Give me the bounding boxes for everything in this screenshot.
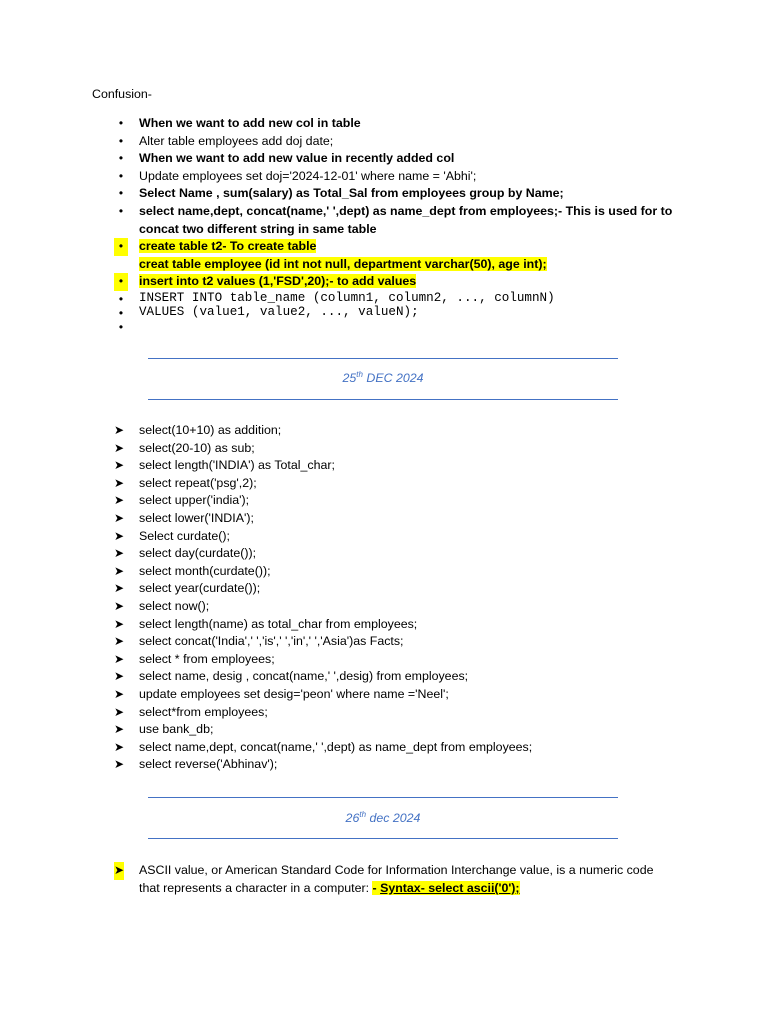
confusion-item: When we want to add new value in recently added col [139,151,455,166]
arrow-bullet-icon: ➤ [114,862,124,880]
confusion-item [139,273,416,291]
sql-item: update employees set desig='peon' where name ='Neel'; [139,687,449,701]
date-day: 26 [345,811,360,826]
bullet-icon: • [118,116,124,130]
arrow-bullet-icon: ➤ [114,757,125,772]
sql-item: Select curdate(); [139,528,230,543]
arrow-bullet-icon: ➤ [114,563,125,578]
bullet-icon: • [118,292,124,306]
sql-item: select(20-10) as sub; [139,440,255,455]
bullet-icon: • [118,168,124,183]
arrow-bullet-icon: ➤ [114,493,125,508]
confusion-item: Update employees set doj='2024-12-01' where name = 'Abhi'; [139,168,477,183]
sql-item: select month(curdate()); [139,563,271,578]
bullet-icon: • [118,151,124,166]
confusion-item: When we want to add new col in table [139,116,361,130]
arrow-bullet-icon: ➤ [114,475,125,490]
arrow-bullet-icon: ➤ [114,423,125,437]
arrow-bullet-icon: ➤ [114,511,125,525]
ascii-description-line2 [139,880,520,898]
syntax-dash: - [372,881,381,895]
arrow-bullet-icon: ➤ [114,440,125,455]
arrow-bullet-icon: ➤ [114,599,125,613]
highlighted-text: insert into t2 values (1,'FSD',20);- to add values [139,274,417,289]
date-suffix: th [356,370,363,379]
confusion-item: Alter table employees add doj date; [139,133,334,148]
sql-item: select name,dept, concat(name,' ',dept) as name_dept from employees; [139,739,533,754]
sql-item: select upper('india'); [139,493,250,508]
sql-item: select year(curdate()); [139,581,261,596]
bullet-icon: • [118,133,124,148]
sql-item: select*from employees; [139,704,268,719]
bullet-icon: • [118,186,124,201]
section-divider-top [148,358,618,359]
arrow-bullet-icon: ➤ [114,669,125,684]
date-rest: dec 2024 [366,811,421,826]
section-divider-top [148,797,618,798]
arrow-bullet-icon: ➤ [114,722,125,737]
ascii-description-prefix: that represents a character in a computer: [139,881,373,895]
confusion-item: INSERT INTO table_name (column1, column2, ..., columnN) [139,291,555,305]
section-date-25-dec [148,370,618,385]
sql-item: select repeat('psg',2); [139,475,257,490]
section-date-26-dec [148,810,618,825]
arrow-bullet-icon: ➤ [114,634,125,649]
date-suffix: th [359,810,367,819]
sql-item: select name, desig , concat(name,' ',desig) from employees; [139,669,469,684]
confusion-item [139,238,316,256]
highlighted-text: creat table employee (id int not null, department varchar(50), age int); [139,256,547,271]
arrow-bullet-icon: ➤ [114,546,125,561]
section-divider-bottom [148,838,618,839]
confusion-item: Select Name , sum(salary) as Total_Sal from employees group by Name; [139,186,564,201]
confusion-item: VALUES (value1, value2, ..., valueN); [139,305,419,320]
sql-item: select length(name) as total_char from employees; [139,616,418,631]
arrow-bullet-icon: ➤ [114,581,125,596]
bullet-icon: • [118,320,124,335]
arrow-bullet-icon: ➤ [114,616,125,631]
bullet-icon: • [114,273,128,291]
highlighted-text: create table t2- To create table [139,239,317,254]
bullet-icon: • [118,204,124,218]
sql-item: select reverse('Abhinav'); [139,757,278,772]
page-title: Confusion- [92,87,152,101]
arrow-bullet-icon: ➤ [114,687,125,701]
sql-item: select(10+10) as addition; [139,423,282,437]
sql-item: select length('INDIA') as Total_char; [139,458,335,473]
date-day: 25 [342,371,357,386]
confusion-item: concat two different string in same table [139,221,377,236]
arrow-bullet-icon: ➤ [114,739,125,754]
section-divider-bottom [148,399,618,400]
sql-item: select lower('INDIA'); [139,511,254,525]
arrow-bullet-icon: ➤ [114,528,125,543]
arrow-bullet-icon: ➤ [114,458,125,473]
sql-item: select day(curdate()); [139,546,257,561]
confusion-item [139,256,547,274]
sql-item: use bank_db; [139,722,214,737]
arrow-bullet-icon: ➤ [114,651,125,666]
arrow-bullet-icon: ➤ [114,704,125,719]
confusion-item: select name,dept, concat(name,' ',dept) as name_dept from employees;- This is used for to [139,204,673,218]
sql-item: select * from employees; [139,651,275,666]
ascii-syntax: Syntax- select ascii('0'); [380,881,520,895]
date-rest: DEC 2024 [362,371,424,386]
bullet-icon: • [114,238,128,256]
ascii-description-line1: ASCII value, or American Standard Code for Information Interchange value, is a numeric code [139,863,654,877]
sql-item: select concat('India',' ','is',' ','in',' ','Asia')as Facts; [139,634,404,649]
sql-item: select now(); [139,599,210,613]
bullet-icon: • [118,306,124,321]
